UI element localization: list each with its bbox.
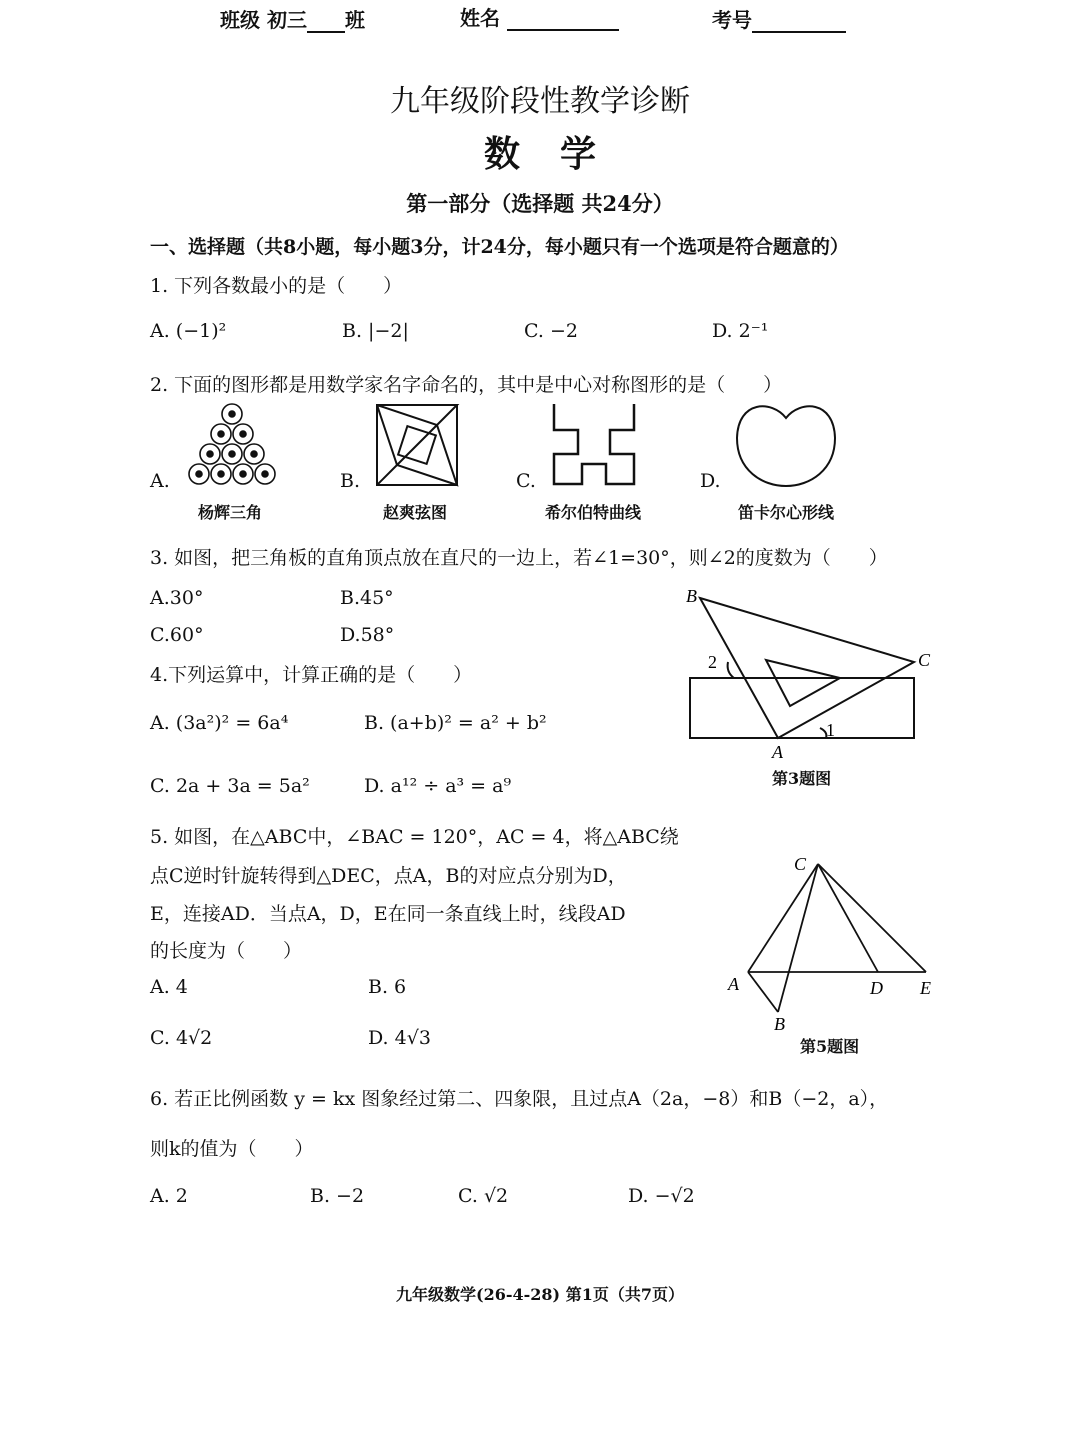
q2-caption-d: 笛卡尔心形线 [738, 503, 835, 522]
class-label: 班级 [220, 8, 260, 32]
q6-line-2: 则k的值为（ ） [150, 1138, 314, 1160]
triangle-ruler-outer [700, 598, 914, 738]
q2-caption-a: 杨辉三角 [198, 503, 263, 522]
exam-no-label: 考号 [712, 8, 752, 32]
q3-label-a: A [772, 742, 783, 762]
q1-stem: 1. 下列各数最小的是（ ） [150, 275, 403, 297]
q1-option-a[interactable]: A. (−1)² [150, 320, 227, 342]
page-title: 九年级阶段性教学诊断 [390, 84, 690, 119]
class-suffix: 班 [344, 8, 365, 32]
q4-option-d[interactable]: D. a¹² ÷ a³ = a⁹ [364, 775, 512, 797]
q1-option-b[interactable]: B. |−2| [342, 320, 409, 342]
class-field [220, 4, 365, 33]
q5-label-a: A [728, 974, 739, 994]
class-value: 初三 [266, 8, 307, 32]
q5-line-2: 点C逆时针旋转得到△DEC，点A，B的对应点分别为D， [150, 865, 627, 887]
q4-option-c[interactable]: C. 2a + 3a = 5a² [150, 775, 310, 797]
yanghui-triangle-figure [180, 402, 284, 488]
q3-option-b[interactable]: B.45° [340, 587, 394, 609]
q3-option-d[interactable]: D.58° [340, 624, 395, 646]
zhaoshuang-figure [374, 402, 460, 488]
q2-option-d[interactable]: D. [700, 470, 721, 492]
q5-figure [722, 848, 952, 1034]
q3-figure-caption: 第3题图 [772, 769, 832, 788]
q3-label-2: 2 [708, 652, 717, 672]
q6-option-c[interactable]: C. √2 [458, 1185, 509, 1207]
q3-label-c: C [918, 650, 931, 670]
q4-option-b[interactable]: B. (a+b)² = a² + b² [364, 712, 547, 734]
name-blank[interactable] [507, 29, 619, 31]
subject-title: 数学 [483, 133, 636, 175]
name-field [460, 2, 619, 31]
q3-stem: 3. 如图，把三角板的直角顶点放在直尺的一边上，若∠1=30°，则∠2的度数为（ ） [150, 547, 888, 569]
q3-option-a[interactable]: A.30° [150, 587, 204, 609]
q6-option-a[interactable]: A. 2 [150, 1185, 188, 1207]
q6-option-b[interactable]: B. −2 [310, 1185, 365, 1207]
q5-line-1: 5. 如图，在△ABC中，∠BAC = 120°，AC = 4，将△ABC绕 [150, 826, 679, 848]
q2-caption-b: 赵爽弦图 [383, 503, 448, 522]
line-cb [778, 864, 818, 1012]
q3-option-c[interactable]: C.60° [150, 624, 204, 646]
line-ce [818, 864, 926, 972]
q1-option-c[interactable]: C. −2 [524, 320, 578, 342]
q5-label-c: C [794, 854, 807, 874]
q2-stem: 2. 下面的图形都是用数学家名字命名的，其中是中心对称图形的是（ ） [150, 374, 783, 396]
class-blank[interactable] [307, 31, 345, 33]
q4-option-a[interactable]: A. (3a²)² = 6a⁴ [150, 712, 289, 734]
q5-label-b: B [774, 1014, 785, 1034]
page-footer: 九年级数学(26-4-28) 第1页（共7页） [396, 1285, 684, 1304]
section-one-heading: 一、选择题（共8小题，每小题3分，计24分，每小题只有一个选项是符合题意的） [150, 236, 849, 258]
hilbert-curve-figure [548, 402, 640, 488]
q2-option-c[interactable]: C. [516, 470, 536, 492]
name-label: 姓名 [460, 6, 500, 30]
exam-no-field [712, 4, 846, 33]
exam-no-blank[interactable] [752, 31, 846, 33]
q5-line-4: 的长度为（ ） [150, 940, 303, 962]
q6-line-1: 6. 若正比例函数 y = kx 图象经过第二、四象限，且过点A（2a，−8）和B（−2，a）， [150, 1088, 889, 1110]
q2-option-a[interactable]: A. [150, 470, 170, 492]
q5-label-e: E [920, 978, 931, 998]
cardioid-figure [732, 398, 840, 490]
q5-figure-caption: 第5题图 [800, 1037, 860, 1056]
q2-option-b[interactable]: B. [340, 470, 361, 492]
q6-option-d[interactable]: D. −√2 [628, 1185, 695, 1207]
q5-option-a[interactable]: A. 4 [150, 976, 188, 998]
q5-option-c[interactable]: C. 4√2 [150, 1027, 213, 1049]
line-ab [748, 972, 778, 1012]
q3-label-b: B [686, 586, 697, 606]
q3-label-1: 1 [826, 720, 835, 740]
q5-line-3: E，连接AD．当点A，D，E在同一条直线上时，线段AD [150, 903, 626, 925]
angle-2-arc [728, 662, 734, 678]
triangle-ruler-inner [766, 660, 840, 706]
line-cd [818, 864, 878, 972]
q1-option-d[interactable]: D. 2⁻¹ [712, 320, 769, 342]
ruler [690, 678, 914, 738]
q4-stem: 4.下列运算中，计算正确的是（ ） [150, 664, 473, 686]
line-ca [748, 864, 818, 972]
q2-caption-c: 希尔伯特曲线 [545, 503, 642, 522]
q3-figure [680, 582, 940, 762]
part-one-heading: 第一部分（选择题 共24分） [406, 191, 674, 216]
q5-option-b[interactable]: B. 6 [368, 976, 407, 998]
q5-option-d[interactable]: D. 4√3 [368, 1027, 431, 1049]
q5-label-d: D [870, 978, 883, 998]
